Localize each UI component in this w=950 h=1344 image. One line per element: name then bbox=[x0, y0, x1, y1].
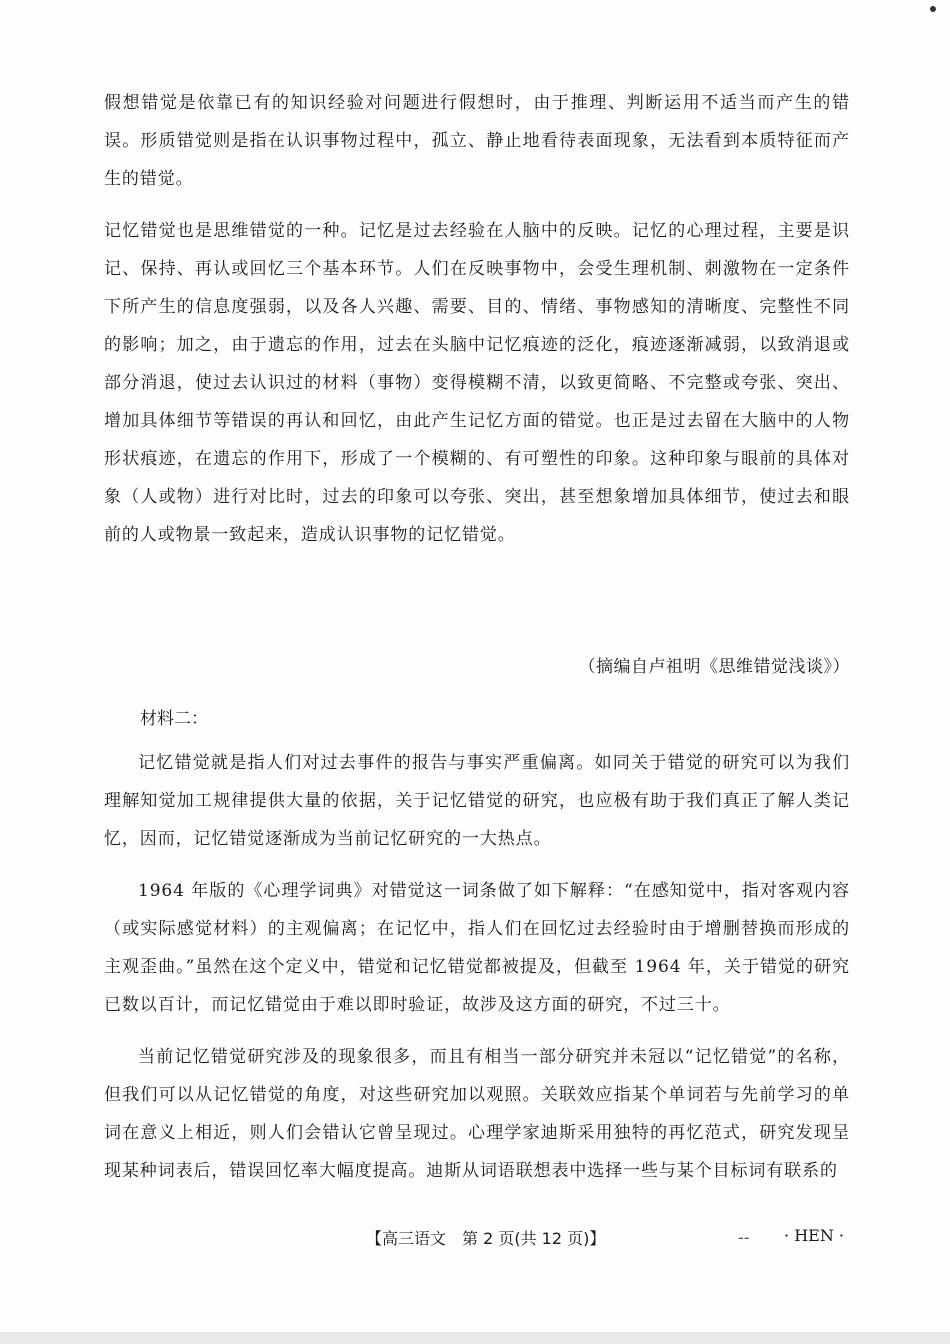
page-footer bbox=[0, 1226, 950, 1256]
paragraph: 1964 年版的《心理学词典》对错觉这一词条做了如下解释：“在感知觉中，指对客观内容（或实际感觉材料）的主观偏离；在记忆中，指人们在回忆过去经验时由于增删替换而形成的主观歪曲。”虽然在这个定义中，错觉和记忆错觉都被提及，但截至 1964 年，关于错觉的研究已数以百计，而记忆错觉由于难以即时验证，故涉及这方面的研究，不过三十。 bbox=[104, 881, 850, 1015]
scan-edge bbox=[0, 1332, 950, 1344]
source-citation: （摘编自卢祖明《思维错觉浅谈》） bbox=[578, 657, 850, 677]
paragraph-memory-illusion: 记忆错觉也是思维错觉的一种。记忆是过去经验在人脑中的反映。记忆的心理过程，主要是识记、保持、再认或回忆三个基本环节。人们在反映事物中，会受生理机制、刺激物在一定条件下所产生的信息度强弱，以及各人兴趣、需要、目的、情绪、事物感知的清晰度、完整性不同的影响；加之，由于遗忘的作用，过去在头脑中记忆痕迹的泛化，痕迹逐渐减弱，以致消退或部分消退，使过去认识过的材料（事物）变得模糊不清，以致更简略、不完整或夸张、突出、增加具体细节等错误的再认和回忆，由此产生记忆方面的错觉。也正是过去留在大脑中的人物形状痕迹，在遗忘的作用下，形成了一个模糊的、有可塑性的印象。这种印象与眼前的具体对象（人或物）进行对比时，过去的印象可以夸张、突出，甚至想象增加具体细节，使过去和眼前的人或物景一致起来，造成认识事物的记忆错觉。 bbox=[104, 221, 850, 545]
paragraph: 记忆错觉就是指人们对过去事件的报告与事实严重偏离。如同关于错觉的研究可以为我们理解知觉加工规律提供大量的依据，关于记忆错觉的研究，也应极有助于我们真正了解人类记忆，因而，记忆错觉逐渐成为当前记忆研究的一大热点。 bbox=[104, 753, 850, 849]
material2-body bbox=[104, 744, 850, 1204]
paragraph-continued: 假想错觉是依靠已有的知识经验对问题进行假想时，由于推理、判断运用不适当而产生的错误。形质错觉则是指在认识事物过程中，孤立、静止地看待表面现象，无法看到本质特征而产生的错觉。 bbox=[104, 93, 850, 189]
section-title-material2: 材料二： bbox=[140, 709, 208, 729]
paragraph: 当前记忆错觉研究涉及的现象很多，而且有相当一部分研究并未冠以“记忆错觉”的名称，但我们可以从记忆错觉的角度，对这些研究加以观照。关联效应指某个单词若与先前学习的单词在意义上相近，则人们会错认它曾呈现过。心理学家迪斯采用独特的再忆范式，研究发现呈现某种词表后，错误回忆率大幅度提高。迪斯从词语联想表中选择一些与某个目标词有联系的 bbox=[104, 1047, 850, 1181]
corner-dot bbox=[930, 6, 936, 12]
exam-code: · HEN · bbox=[784, 1226, 844, 1245]
footer-dash: -- bbox=[738, 1228, 750, 1247]
page-number-label: 【高三语文 第 2 页(共 12 页)】 bbox=[366, 1229, 606, 1248]
material1-body bbox=[104, 84, 850, 568]
